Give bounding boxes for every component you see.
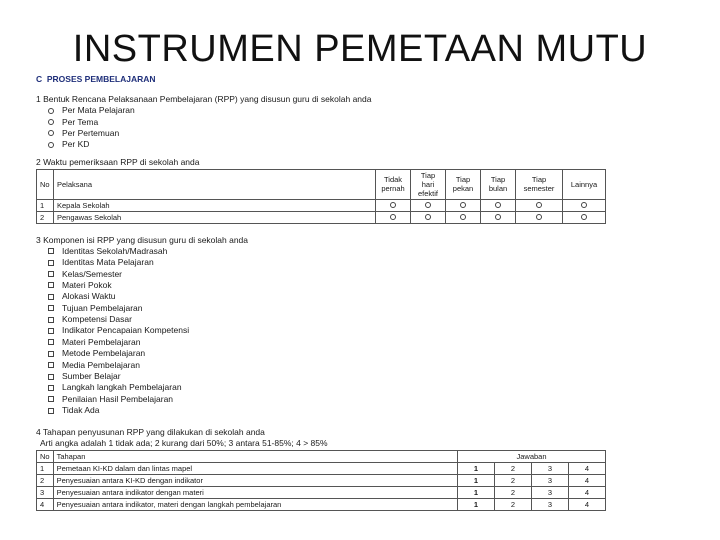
score-option[interactable]: 4: [569, 475, 606, 487]
question-3-options: [48, 246, 606, 417]
col-tahapan: Tahapan: [53, 451, 457, 463]
checkbox-icon[interactable]: [48, 362, 54, 368]
radio-icon[interactable]: [425, 202, 431, 208]
q3-option[interactable]: Indikator Pencapaian Kompetensi: [48, 325, 606, 336]
question-4: [36, 427, 606, 511]
score-option[interactable]: 4: [569, 463, 606, 475]
radio-icon[interactable]: [460, 214, 466, 220]
score-option[interactable]: 1: [458, 487, 495, 499]
q1-option[interactable]: Per Tema: [48, 116, 606, 127]
q3-option[interactable]: Tidak Ada: [48, 405, 606, 416]
checkbox-icon[interactable]: [48, 408, 54, 414]
checkbox-icon[interactable]: [48, 328, 54, 334]
col-tidak-pernah: Tidak pernah: [376, 169, 411, 199]
col-tiap-semester: Tiap semester: [516, 169, 563, 199]
question-2: [36, 157, 606, 224]
q3-option[interactable]: Identitas Mata Pelajaran: [48, 257, 606, 268]
radio-icon[interactable]: [495, 202, 501, 208]
col-no: No: [37, 451, 54, 463]
question-2-table: [36, 169, 606, 224]
score-option[interactable]: 2: [495, 475, 532, 487]
radio-icon[interactable]: [495, 214, 501, 220]
checkbox-icon[interactable]: [48, 282, 54, 288]
q3-option[interactable]: Langkah langkah Pembelajaran: [48, 382, 606, 393]
q3-option[interactable]: Alokasi Waktu: [48, 291, 606, 302]
questionnaire-document: [36, 74, 606, 511]
checkbox-icon[interactable]: [48, 351, 54, 357]
q3-option[interactable]: Metode Pembelajaran: [48, 348, 606, 359]
q3-option[interactable]: Kelas/Semester: [48, 268, 606, 279]
q3-option[interactable]: Tujuan Pembelajaran: [48, 303, 606, 314]
radio-icon[interactable]: [390, 202, 396, 208]
score-option[interactable]: 3: [532, 487, 569, 499]
q3-option[interactable]: Sumber Belajar: [48, 371, 606, 382]
score-option[interactable]: 1: [458, 475, 495, 487]
section-heading: [36, 74, 606, 85]
question-4-note: Arti angka adalah 1 tidak ada; 2 kurang dari 50%; 3 antara 51-85%; 4 > 85%: [40, 438, 328, 449]
radio-icon[interactable]: [536, 202, 542, 208]
radio-icon[interactable]: [48, 130, 54, 136]
q3-option[interactable]: Materi Pembelajaran: [48, 337, 606, 348]
radio-icon[interactable]: [48, 142, 54, 148]
section-title: PROSES PEMBELAJARAN: [46, 74, 156, 84]
question-4-table: [36, 450, 606, 511]
q3-option[interactable]: Identitas Sekolah/Madrasah: [48, 246, 606, 257]
checkbox-icon[interactable]: [48, 248, 54, 254]
table-row: 1 Pemetaan KI-KD dalam dan lintas mapel 1 2 3 4: [37, 463, 606, 475]
radio-icon[interactable]: [390, 214, 396, 220]
checkbox-icon[interactable]: [48, 260, 54, 266]
score-option[interactable]: 3: [532, 475, 569, 487]
score-option[interactable]: 4: [569, 487, 606, 499]
table-row: 4 Penyesuaian antara indikator, materi dengan langkah pembelajaran 1 2 3 4: [37, 499, 606, 511]
q3-option[interactable]: Materi Pokok: [48, 280, 606, 291]
score-option[interactable]: 1: [458, 499, 495, 511]
table-row: 2 Pengawas Sekolah: [37, 211, 606, 223]
col-lainnya: Lainnya: [563, 169, 606, 199]
q3-option[interactable]: Penilaian Hasil Pembelajaran: [48, 394, 606, 405]
slide-title: INSTRUMEN PEMETAAN MUTU: [72, 28, 648, 70]
question-1-options: [48, 105, 606, 151]
col-jawaban: Jawaban: [458, 451, 606, 463]
col-tiap-pekan: Tiap pekan: [446, 169, 481, 199]
col-no: No: [37, 169, 54, 199]
score-option[interactable]: 4: [569, 499, 606, 511]
table-row: 1 Kepala Sekolah: [37, 199, 606, 211]
checkbox-icon[interactable]: [48, 271, 54, 277]
score-option[interactable]: 3: [532, 463, 569, 475]
table-row: 3 Penyesuaian antara indikator dengan materi 1 2 3 4: [37, 487, 606, 499]
score-option[interactable]: 1: [458, 463, 495, 475]
score-option[interactable]: 2: [495, 499, 532, 511]
question-3: [36, 235, 606, 417]
checkbox-icon[interactable]: [48, 317, 54, 323]
question-4-text: 4 Tahapan penyusunan RPP yang dilakukan di sekolah anda: [36, 427, 265, 438]
col-pelaksana: Pelaksana: [54, 169, 376, 199]
score-option[interactable]: 2: [495, 487, 532, 499]
radio-icon[interactable]: [48, 108, 54, 114]
radio-icon[interactable]: [460, 202, 466, 208]
q1-option[interactable]: Per KD: [48, 139, 606, 150]
radio-icon[interactable]: [425, 214, 431, 220]
radio-icon[interactable]: [581, 214, 587, 220]
checkbox-icon[interactable]: [48, 385, 54, 391]
table-row: 2 Penyesuaian antara KI-KD dengan indikator 1 2 3 4: [37, 475, 606, 487]
checkbox-icon[interactable]: [48, 339, 54, 345]
checkbox-icon[interactable]: [48, 294, 54, 300]
radio-icon[interactable]: [48, 119, 54, 125]
checkbox-icon[interactable]: [48, 396, 54, 402]
question-2-table-wrap: [36, 168, 606, 224]
radio-icon[interactable]: [536, 214, 542, 220]
score-option[interactable]: 3: [532, 499, 569, 511]
question-1-text: 1 Bentuk Rencana Pelaksanaan Pembelajaran (RPP) yang disusun guru di sekolah anda: [36, 94, 372, 104]
section-letter: C: [36, 74, 43, 84]
question-1: [36, 94, 606, 151]
col-tiap-bulan: Tiap bulan: [481, 169, 516, 199]
question-3-text: 3 Komponen isi RPP yang disusun guru di sekolah anda: [36, 234, 249, 245]
q3-option[interactable]: Media Pembelajaran: [48, 359, 606, 370]
q3-option[interactable]: Kompetensi Dasar: [48, 314, 606, 325]
checkbox-icon[interactable]: [48, 305, 54, 311]
checkbox-icon[interactable]: [48, 374, 54, 380]
col-tiap-hari: Tiap hari efektif: [411, 169, 446, 199]
q1-option[interactable]: Per Mata Pelajaran: [48, 105, 606, 116]
q1-option[interactable]: Per Pertemuan: [48, 128, 606, 139]
score-option[interactable]: 2: [495, 463, 532, 475]
radio-icon[interactable]: [581, 202, 587, 208]
question-2-text: 2 Waktu pemeriksaan RPP di sekolah anda: [36, 156, 200, 167]
